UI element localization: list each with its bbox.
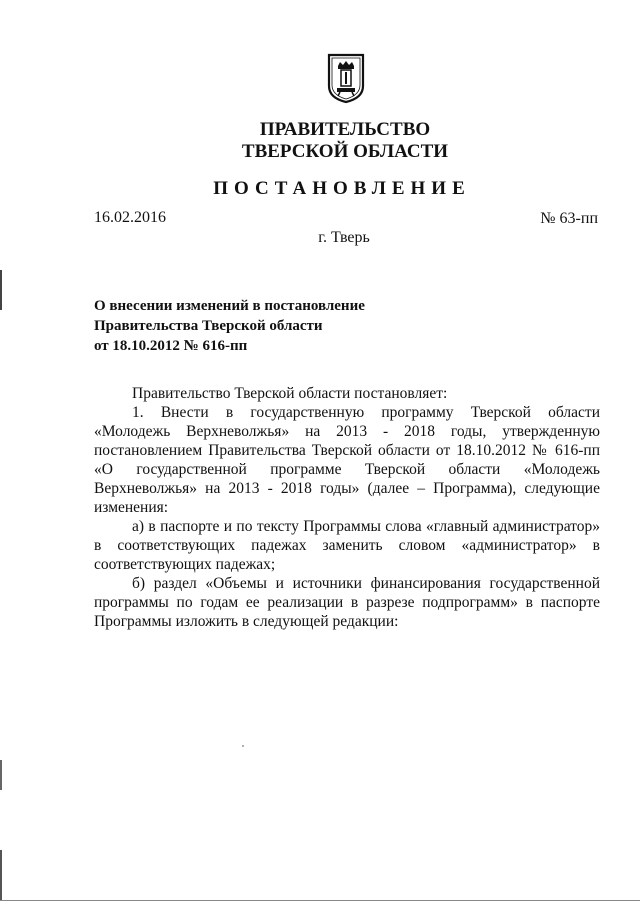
government-title — [0, 119, 640, 163]
document-date: 16.02.2016 — [94, 209, 166, 226]
scan-edge-mark — [0, 850, 2, 900]
body-paragraph: а) в паспорте и по тексту Программы слова «главный администратор» в соответствующих падежах заменить словом «администратор» в соответствующих падежах; — [94, 518, 600, 573]
document-body — [94, 384, 600, 631]
scan-edge-mark — [0, 760, 2, 790]
body-paragraph: 1. Внести в государственную программу Тверской области «Молодежь Верхневолжья» на 2013 - 2018 годы, утвержденную постановлением Правительства Тверской области от 18.10.2012 № 616-пп «О государственной программе Тверской области «Молодежь Верхневолжья» на 2013 - 2018 годы» (далее – Программа), следующие изменения: — [94, 404, 600, 516]
scan-bottom-edge — [0, 900, 640, 901]
government-title-line1: ПРАВИТЕЛЬСТВО — [259, 119, 431, 140]
government-title-line2: ТВЕРСКОЙ ОБЛАСТИ — [241, 141, 449, 162]
subject-line: Правительства Тверской области — [94, 318, 323, 334]
scan-edge-mark — [0, 270, 2, 310]
tver-coat-of-arms-icon — [326, 52, 366, 104]
document-number: № 63-пп — [540, 210, 598, 227]
body-paragraph: Правительство Тверской области постановляет: — [132, 385, 448, 402]
body-paragraph: б) раздел «Объемы и источники финансирования государственной программы по годам ее реализации в разрезе подпрограмм» в паспорте Программы изложить в следующей редакции: — [94, 575, 600, 630]
subject-line: О внесении изменений в постановление — [94, 298, 365, 314]
document-subject — [94, 296, 414, 356]
document-city: г. Тверь — [318, 229, 370, 246]
scan-speck — [242, 745, 244, 747]
subject-line: от 18.10.2012 № 616-пп — [94, 338, 248, 354]
document-type: ПОСТАНОВЛЕНИЕ — [213, 178, 471, 199]
